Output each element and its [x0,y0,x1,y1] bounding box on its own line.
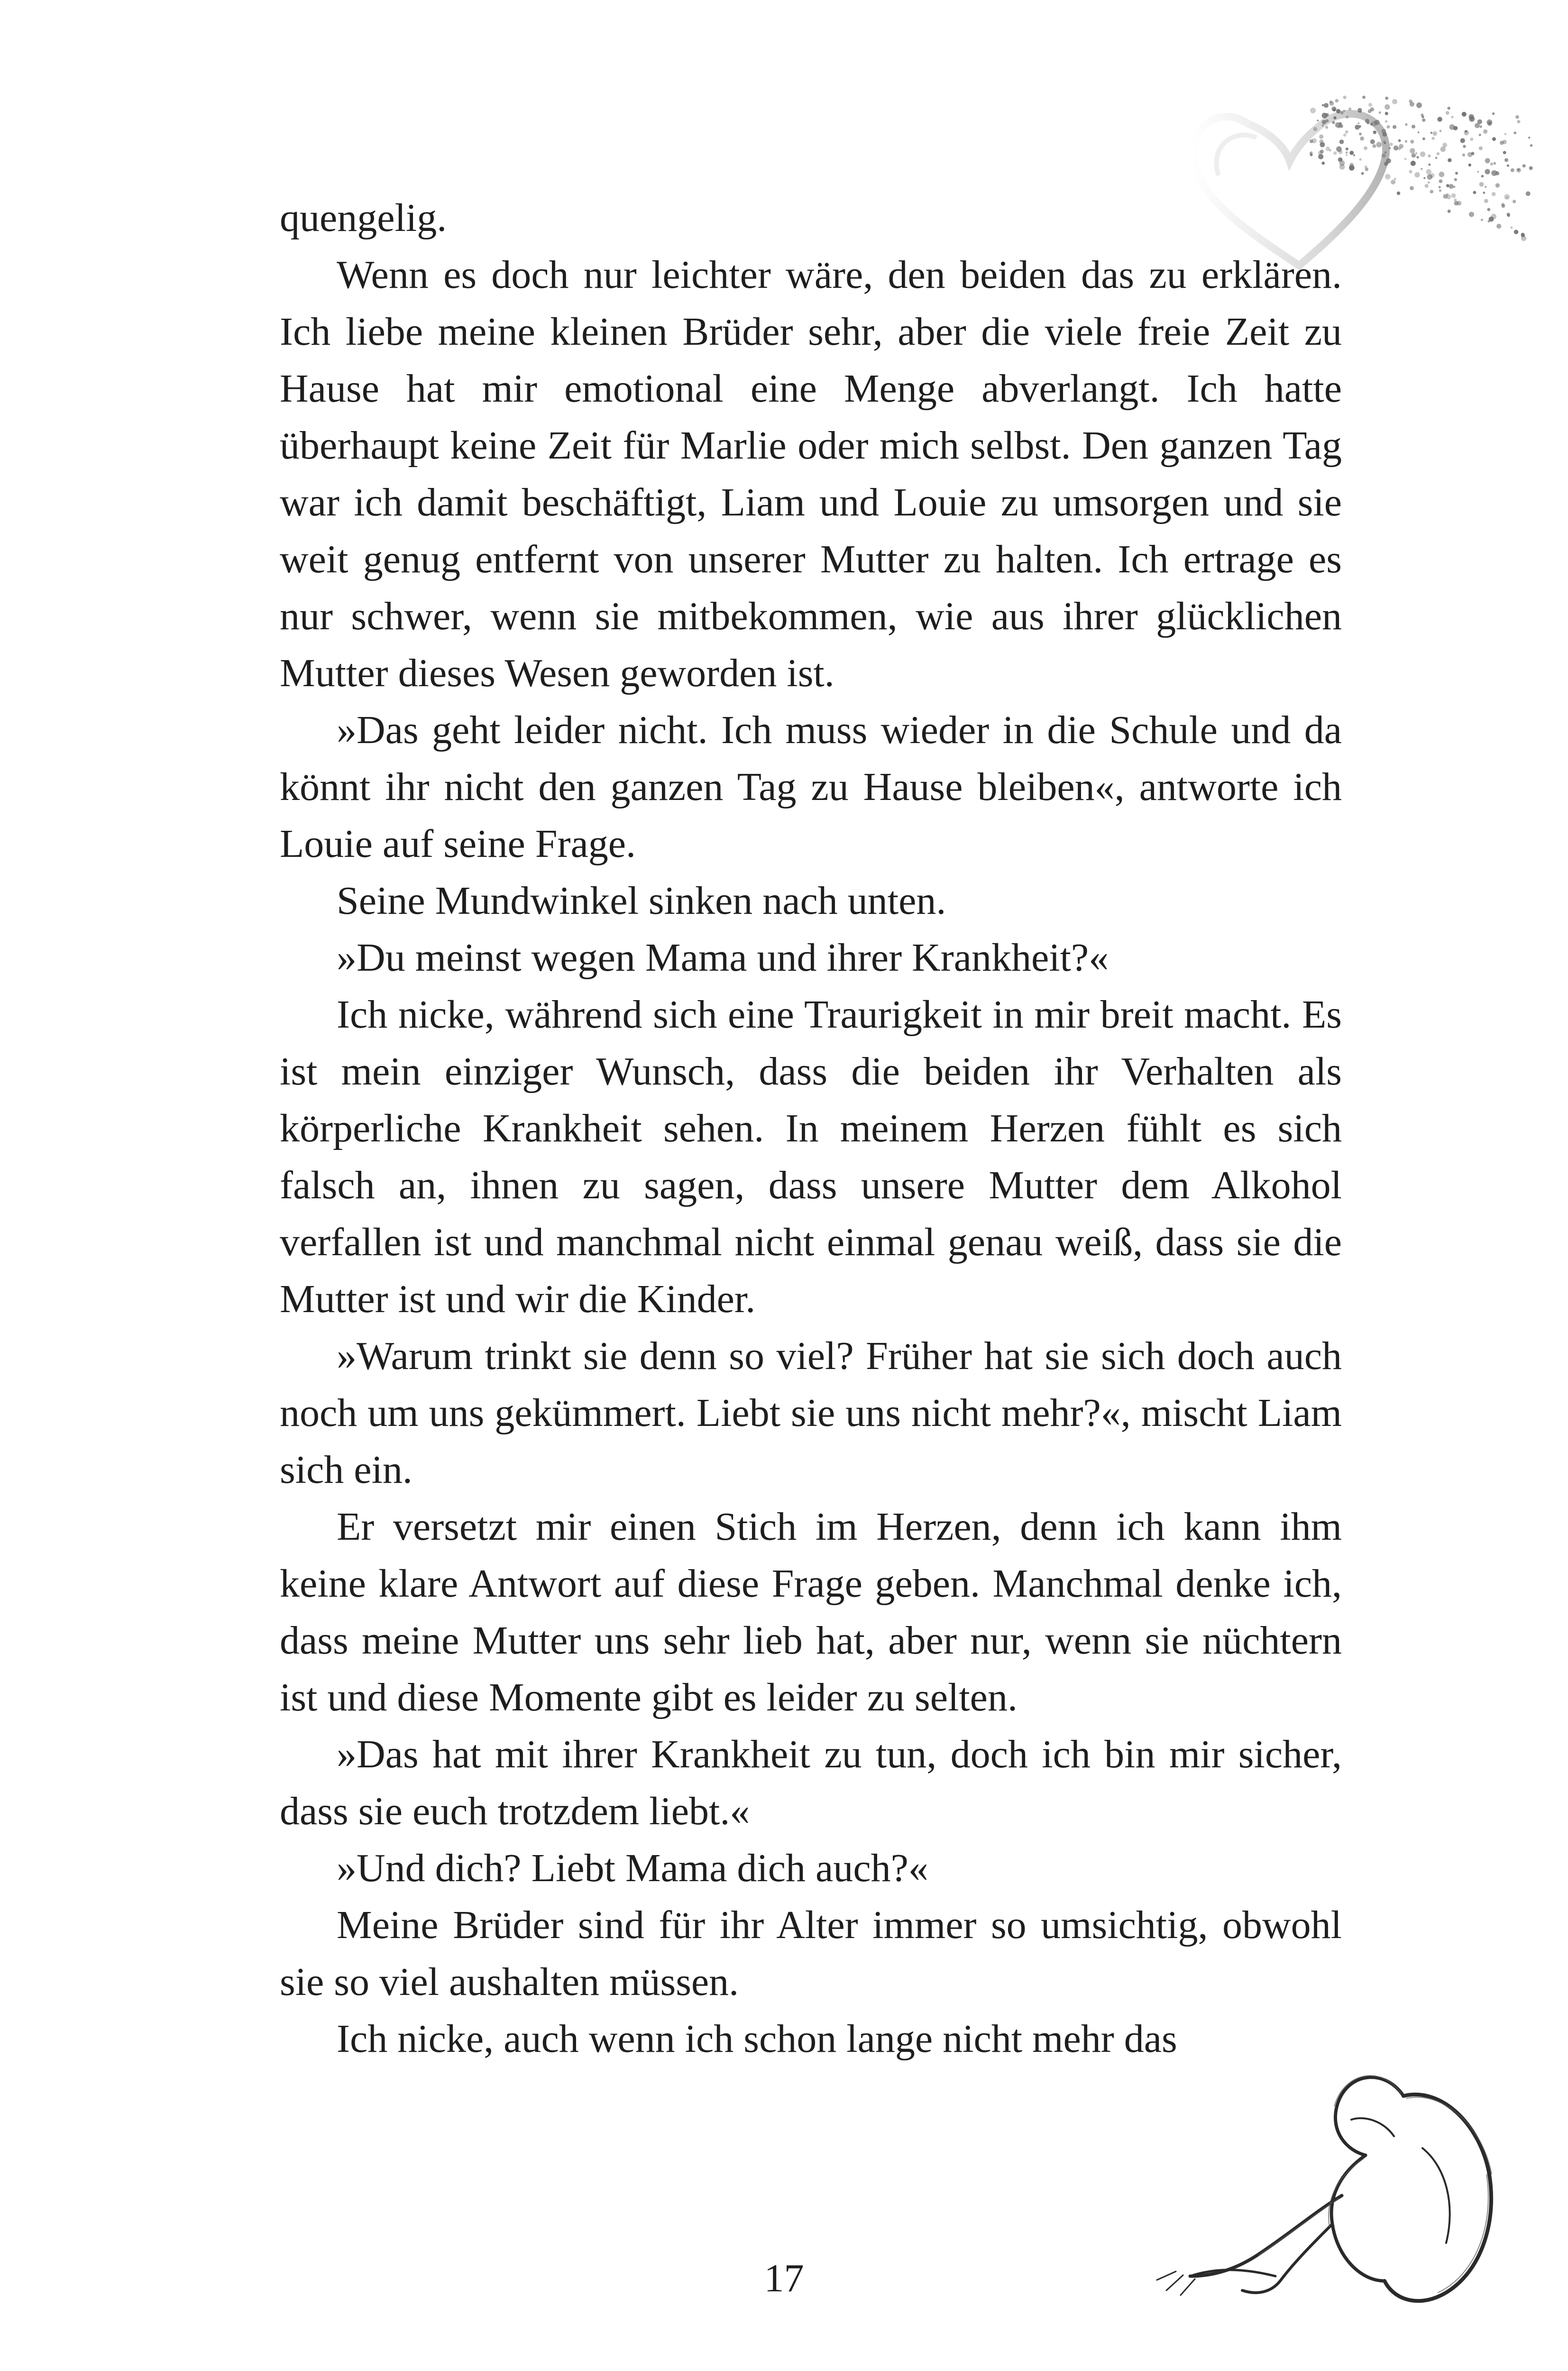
paragraph: »Du meinst wegen Mama und ihrer Krankheit?« [337,936,1109,980]
body-text [280,190,1342,2068]
paragraph: »Und dich? Liebt Mama dich auch?« [337,1846,928,1890]
page-number: 17 [764,2256,804,2300]
paragraph: Er versetzt mir einen Stich im Herzen, denn ich kann ihm keine klare Antwort auf diese Frage geben. Manchmal denke ich, dass meine Mutter uns sehr lieb hat, aber nur, wenn sie nüchtern ist und diese Momente gibt es leider zu selten. [280,1505,1342,1719]
paragraph: »Das hat mit ihrer Krankheit zu tun, doch ich bin mir sicher, dass sie euch trotzdem liebt.« [280,1732,1342,1833]
paragraph: Ich nicke, während sich eine Traurigkeit in mir breit macht. Es ist mein einziger Wunsch, dass die beiden ihr Verhalten als körperliche Krankheit sehen. In meinem Herzen fühlt es sich falsch an, ihnen zu sagen, dass unsere Mutter dem Alkohol verfallen ist und manchmal nicht einmal genau weiß, dass sie die Mutter ist und wir die Kinder. [280,993,1342,1321]
paragraph: Seine Mundwinkel sinken nach unten. [337,879,946,923]
paragraph: Wenn es doch nur leichter wäre, den beiden das zu erklären. Ich liebe meine kleinen Brüder sehr, aber die viele freie Zeit zu Hause hat mir emotional eine Menge abverlangt. Ich hatte überhaupt keine Zeit für Marlie oder mich selbst. Den ganzen Tag war ich damit beschäftigt, Liam und Louie zu umsorgen und sie weit genug entfernt von unserer Mutter zu halten. Ich ertrage es nur schwer, wenn sie mitbekommen, wie aus ihrer glücklichen Mutter dieses Wesen geworden ist. [280,253,1342,695]
paragraph: »Warum trinkt sie denn so viel? Früher hat sie sich doch auch noch um uns gekümmert. Liebt sie uns nicht mehr?«, mischt Liam sich ein. [280,1334,1342,1492]
paragraph: Meine Brüder sind für ihr Alter immer so umsichtig, obwohl sie so viel aushalten müssen. [280,1903,1342,2004]
paragraph: Ich nicke, auch wenn ich schon lange nicht mehr das [337,2017,1177,2061]
paragraph: quengelig. [280,196,447,240]
paragraph: »Das geht leider nicht. Ich muss wieder in die Schule und da könnt ihr nicht den ganzen Tag zu Hause bleiben«, antworte ich Louie auf seine Frage. [280,708,1342,866]
